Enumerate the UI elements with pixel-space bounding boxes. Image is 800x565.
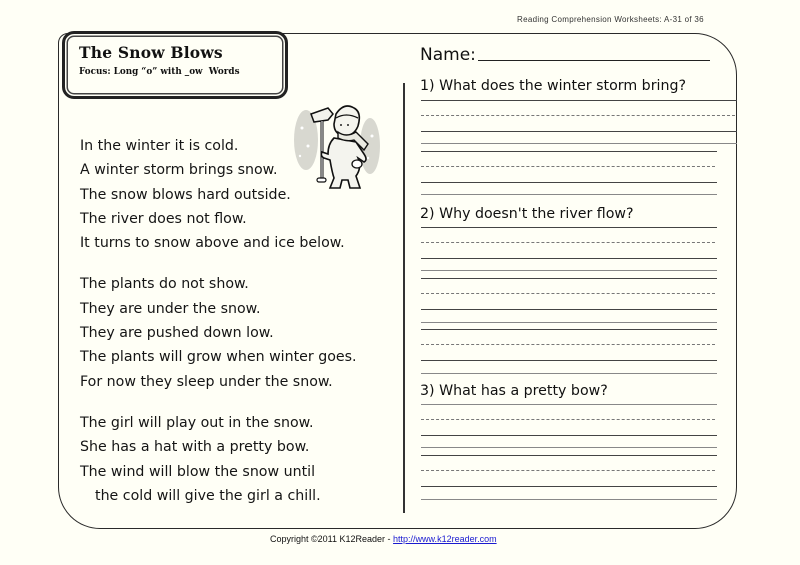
title-box — [62, 31, 288, 99]
worksheet-title: The Snow Blows — [79, 43, 223, 62]
passage-line: It turns to snow above and ice below. — [80, 235, 345, 252]
writing-topline — [421, 151, 717, 152]
writing-descender-line — [421, 373, 717, 374]
writing-midline — [421, 470, 715, 471]
name-field[interactable] — [420, 45, 710, 65]
writing-descender-line — [421, 194, 717, 195]
passage-line: She has a hat with a pretty bow. — [80, 439, 310, 456]
writing-baseline — [421, 309, 717, 310]
writing-topline — [421, 455, 717, 456]
question-2: 2) Why doesn't the river flow? — [420, 206, 634, 222]
writing-topline — [421, 278, 717, 279]
name-label: Name: — [420, 45, 476, 65]
writing-midline — [421, 115, 735, 116]
passage-stanza-1 — [80, 134, 357, 255]
writing-descender-line — [421, 447, 717, 448]
writing-baseline — [421, 486, 717, 487]
writing-midline — [421, 293, 715, 294]
writing-baseline — [421, 182, 717, 183]
copyright-text: Copyright ©2011 K12Reader - — [270, 534, 394, 544]
question-3: 3) What has a pretty bow? — [420, 383, 608, 399]
passage-stanza-3 — [80, 411, 357, 508]
writing-baseline — [421, 258, 717, 259]
name-write-line[interactable] — [478, 59, 710, 61]
passage-line: The plants will grow when winter goes. — [80, 349, 357, 366]
writing-baseline — [421, 360, 717, 361]
passage-line: The plants do not show. — [80, 276, 249, 293]
writing-midline — [421, 166, 715, 167]
passage-line: They are under the snow. — [80, 300, 261, 317]
reading-passage — [80, 134, 357, 508]
writing-descender-line — [421, 270, 717, 271]
passage-line: The wind will blow the snow until — [80, 463, 316, 480]
writing-descender-line — [421, 143, 737, 144]
writing-baseline — [421, 131, 737, 132]
writing-descender-line — [421, 499, 717, 500]
passage-line: For now they sleep under the snow. — [80, 373, 333, 390]
question-1-underline — [421, 100, 737, 101]
passage-stanza-2 — [80, 272, 357, 393]
passage-line: They are pushed down low. — [80, 325, 274, 342]
writing-midline — [421, 242, 715, 243]
writing-topline — [421, 329, 717, 330]
writing-descender-line — [421, 322, 717, 323]
passage-line: The snow blows hard outside. — [80, 186, 291, 203]
column-divider — [403, 83, 405, 513]
writing-midline — [421, 344, 715, 345]
writing-baseline — [421, 435, 717, 436]
worksheet-focus: Focus: Long “o” with _ow Words — [79, 67, 240, 77]
question-1: 1) What does the winter storm bring? — [420, 78, 686, 94]
question-2-underline — [421, 227, 717, 228]
passage-line: A winter storm brings snow. — [80, 162, 278, 179]
passage-line: The river does not flow. — [80, 210, 247, 227]
passage-line: In the winter it is cold. — [80, 138, 239, 154]
writing-midline — [421, 419, 715, 420]
passage-line: The girl will play out in the snow. — [80, 414, 314, 431]
k12reader-link[interactable]: http://www.k12reader.com — [393, 534, 497, 544]
footer — [270, 534, 497, 544]
question-3-underline — [421, 404, 717, 405]
header-series-label: Reading Comprehension Worksheets: A-31 of 36 — [517, 15, 704, 24]
passage-line: the cold will give the girl a chill. — [95, 487, 321, 504]
